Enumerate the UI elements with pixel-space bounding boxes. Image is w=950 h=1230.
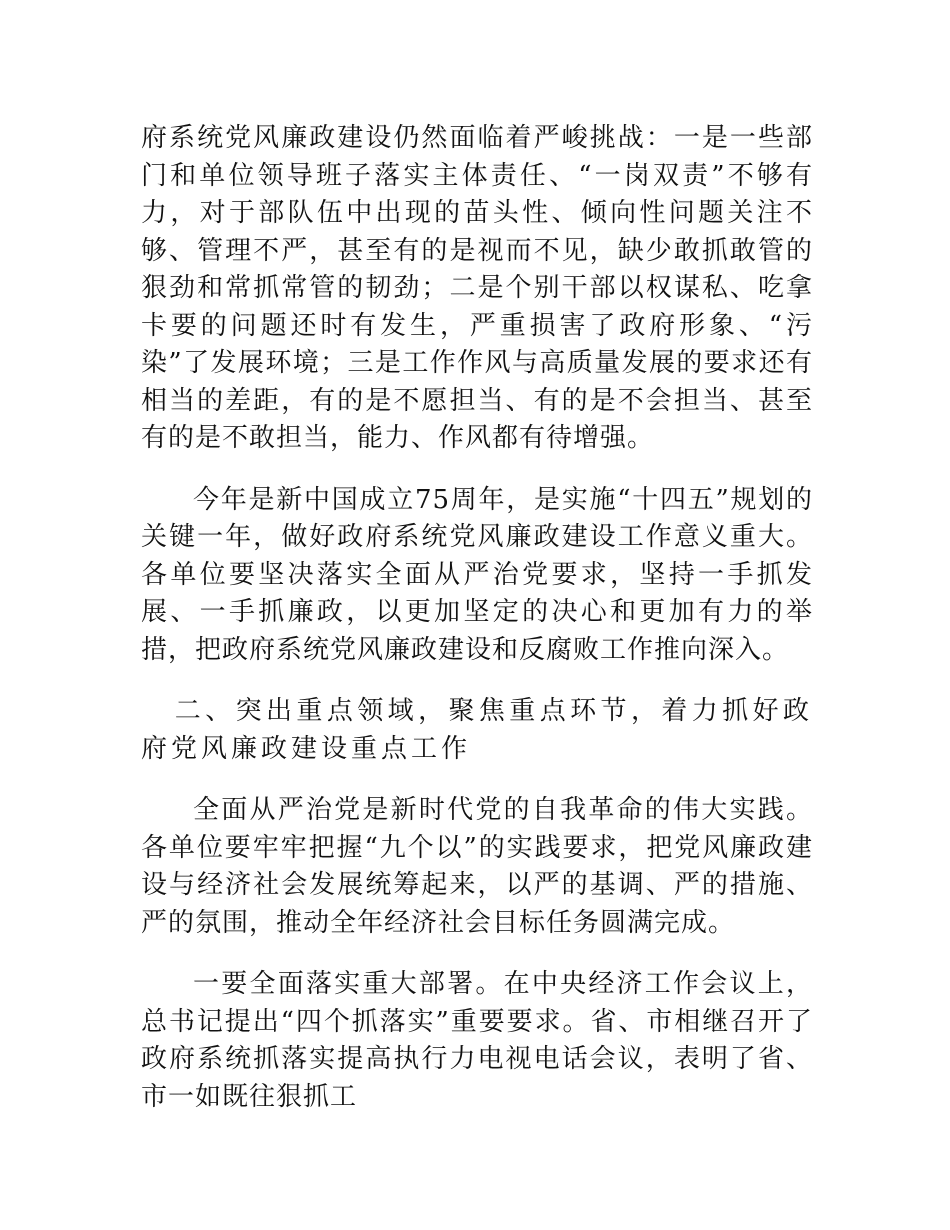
section-heading: 二、突出重点领域，聚焦重点环节，着力抓好政府党风廉政建设重点工作 (141, 696, 813, 764)
paragraph-self-revolution: 全面从严治党是新时代党的自我革命的伟大实践。各单位要牢牢把握“九个以”的实践要求，把党风廉政建设与经济社会发展统筹起来，以严的基调、严的措施、严的氛围，推动全年经济社会目标任务圆满完成。 (141, 795, 813, 938)
paragraph-continuation: 府系统党风廉政建设仍然面临着严峻挑战：一是一些部门和单位领导班子落实主体责任、“一岗双责”不够有力，对于部队伍中出现的苗头性、倾向性问题关注不够、管理不严，甚至有的是视而不见，缺少敢抓敢管的狠劲和常抓常管的韧劲；二是个别干部以权谋私、吃拿卡要的问题还时有发生，严重损害了政府形象、“污染”了发展环境；三是工作作风与高质量发展的要求还有相当的差距，有的是不愿担当、有的是不会担当、甚至有的是不敢担当，能力、作风都有待增强。 (141, 123, 813, 453)
paragraph-anniversary: 今年是新中国成立75周年，是实施“十四五”规划的关键一年，做好政府系统党风廉政建设工作意义重大。各单位要坚决落实全面从严治党要求，坚持一手抓发展、一手抓廉政，以更加坚定的决心和更加有力的举措，把政府系统党风廉政建设和反腐败工作推向深入。 (141, 484, 813, 665)
paragraph-first-task: 一要全面落实重大部署。在中央经济工作会议上，总书记提出“四个抓落实”重要要求。省、市相继召开了政府系统抓落实提高执行力电视电话会议，表明了省、市一如既往狠抓工 (141, 969, 813, 1112)
document-body (141, 120, 813, 1140)
